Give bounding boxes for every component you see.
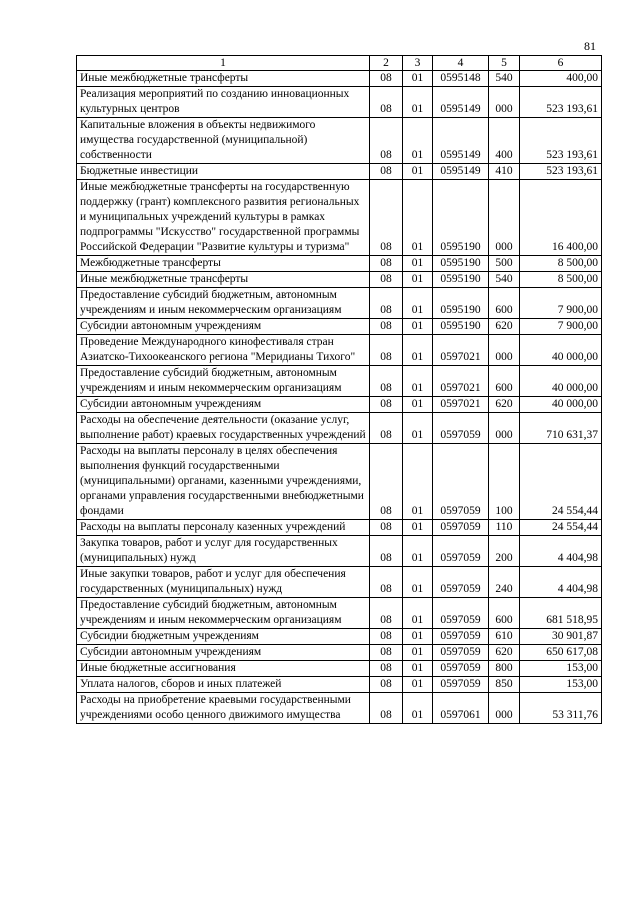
expense-type-code: 620: [489, 319, 520, 335]
amount: 40 000,00: [520, 335, 602, 366]
row-name: Уплата налогов, сборов и иных платежей: [77, 677, 370, 693]
table-row: [77, 319, 602, 335]
target-article-code: 0597059: [433, 598, 489, 629]
subsection-code: 01: [403, 288, 433, 319]
target-article-code: 0597059: [433, 645, 489, 661]
table-row: [77, 645, 602, 661]
expense-type-code: 610: [489, 629, 520, 645]
table-row: [77, 180, 602, 256]
expense-type-code: 620: [489, 397, 520, 413]
target-article-code: 0597059: [433, 520, 489, 536]
expense-type-code: 000: [489, 87, 520, 118]
amount: 523 193,61: [520, 118, 602, 164]
row-name: Иные бюджетные ассигнования: [77, 661, 370, 677]
row-name: Предоставление субсидий бюджетным, автономным учреждениям и иным некоммерческим организациям: [77, 288, 370, 319]
row-name: Субсидии автономным учреждениям: [77, 397, 370, 413]
expense-type-code: 000: [489, 413, 520, 444]
subsection-code: 01: [403, 87, 433, 118]
amount: 650 617,08: [520, 645, 602, 661]
amount: 681 518,95: [520, 598, 602, 629]
section-code: 08: [370, 520, 403, 536]
table-row: [77, 413, 602, 444]
expense-type-code: 000: [489, 335, 520, 366]
section-code: 08: [370, 567, 403, 598]
table-row: [77, 335, 602, 366]
section-code: 08: [370, 645, 403, 661]
expense-type-code: 100: [489, 444, 520, 520]
table-row: [77, 87, 602, 118]
subsection-code: 01: [403, 536, 433, 567]
table-row: [77, 118, 602, 164]
section-code: 08: [370, 397, 403, 413]
expense-type-code: 110: [489, 520, 520, 536]
target-article-code: 0595149: [433, 164, 489, 180]
section-code: 08: [370, 164, 403, 180]
subsection-code: 01: [403, 693, 433, 724]
subsection-code: 01: [403, 164, 433, 180]
row-name: Расходы на выплаты персоналу в целях обеспечения выполнения функций государственными (муниципальными) органами, казенными учреждениями, органами управления государственными внебюджетными фондами: [77, 444, 370, 520]
table-header-row: [77, 56, 602, 71]
row-name: Проведение Международного кинофестиваля стран Азиатско-Тихоокеанского региона "Меридианы Тихого": [77, 335, 370, 366]
target-article-code: 0597021: [433, 397, 489, 413]
target-article-code: 0597021: [433, 366, 489, 397]
table-row: [77, 536, 602, 567]
table-row: [77, 677, 602, 693]
target-article-code: 0595149: [433, 87, 489, 118]
row-name: Бюджетные инвестиции: [77, 164, 370, 180]
subsection-code: 01: [403, 272, 433, 288]
section-code: 08: [370, 693, 403, 724]
target-article-code: 0597059: [433, 444, 489, 520]
expense-type-code: 600: [489, 288, 520, 319]
subsection-code: 01: [403, 256, 433, 272]
amount: 4 404,98: [520, 536, 602, 567]
section-code: 08: [370, 256, 403, 272]
section-code: 08: [370, 272, 403, 288]
amount: 8 500,00: [520, 256, 602, 272]
row-name: Иные закупки товаров, работ и услуг для обеспечения государственных (муниципальных) нужд: [77, 567, 370, 598]
section-code: 08: [370, 413, 403, 444]
expense-type-code: 000: [489, 693, 520, 724]
table-row: [77, 256, 602, 272]
target-article-code: 0597059: [433, 536, 489, 567]
expense-type-code: 540: [489, 272, 520, 288]
row-name: Субсидии автономным учреждениям: [77, 645, 370, 661]
budget-table: [76, 55, 602, 724]
amount: 153,00: [520, 677, 602, 693]
target-article-code: 0597061: [433, 693, 489, 724]
subsection-code: 01: [403, 598, 433, 629]
row-name: Расходы на приобретение краевыми государственными учреждениями особо ценного движимого имущества: [77, 693, 370, 724]
table-row: [77, 567, 602, 598]
amount: 8 500,00: [520, 272, 602, 288]
section-code: 08: [370, 118, 403, 164]
subsection-code: 01: [403, 118, 433, 164]
table-row: [77, 366, 602, 397]
target-article-code: 0595148: [433, 71, 489, 87]
table-row: [77, 693, 602, 724]
section-code: 08: [370, 444, 403, 520]
subsection-code: 01: [403, 444, 433, 520]
amount: 16 400,00: [520, 180, 602, 256]
target-article-code: 0597021: [433, 335, 489, 366]
subsection-code: 01: [403, 520, 433, 536]
expense-type-code: 400: [489, 118, 520, 164]
subsection-code: 01: [403, 335, 433, 366]
row-name: Предоставление субсидий бюджетным, автономным учреждениям и иным некоммерческим организациям: [77, 366, 370, 397]
section-code: 08: [370, 71, 403, 87]
row-name: Иные межбюджетные трансферты: [77, 71, 370, 87]
section-code: 08: [370, 366, 403, 397]
row-name: Иные межбюджетные трансферты: [77, 272, 370, 288]
table-row: [77, 661, 602, 677]
section-code: 08: [370, 629, 403, 645]
subsection-code: 01: [403, 567, 433, 598]
section-code: 08: [370, 319, 403, 335]
expense-type-code: 500: [489, 256, 520, 272]
expense-type-code: 600: [489, 366, 520, 397]
subsection-code: 01: [403, 319, 433, 335]
amount: 40 000,00: [520, 397, 602, 413]
page-number: 81: [584, 39, 596, 53]
amount: 400,00: [520, 71, 602, 87]
subsection-code: 01: [403, 366, 433, 397]
column-header-1: 1: [77, 56, 370, 71]
expense-type-code: 240: [489, 567, 520, 598]
amount: 24 554,44: [520, 444, 602, 520]
section-code: 08: [370, 661, 403, 677]
section-code: 08: [370, 677, 403, 693]
target-article-code: 0595149: [433, 118, 489, 164]
subsection-code: 01: [403, 71, 433, 87]
amount: 710 631,37: [520, 413, 602, 444]
amount: 40 000,00: [520, 366, 602, 397]
table-row: [77, 520, 602, 536]
amount: 7 900,00: [520, 319, 602, 335]
expense-type-code: 200: [489, 536, 520, 567]
row-name: Иные межбюджетные трансферты на государственную поддержку (грант) комплексного развития региональных и муниципальных учреждений культуры в рамках подпрограммы "Искусство" государственной программы Российской Федерации "Развитие культуры и туризма": [77, 180, 370, 256]
expense-type-code: 800: [489, 661, 520, 677]
amount: 24 554,44: [520, 520, 602, 536]
table-row: [77, 164, 602, 180]
section-code: 08: [370, 288, 403, 319]
expense-type-code: 540: [489, 71, 520, 87]
column-header-2: 2: [370, 56, 403, 71]
table-row: [77, 288, 602, 319]
column-header-3: 3: [403, 56, 433, 71]
table-row: [77, 71, 602, 87]
section-code: 08: [370, 87, 403, 118]
expense-type-code: 600: [489, 598, 520, 629]
amount: 153,00: [520, 661, 602, 677]
subsection-code: 01: [403, 629, 433, 645]
row-name: Закупка товаров, работ и услуг для государственных (муниципальных) нужд: [77, 536, 370, 567]
section-code: 08: [370, 536, 403, 567]
subsection-code: 01: [403, 180, 433, 256]
row-name: Расходы на выплаты персоналу казенных учреждений: [77, 520, 370, 536]
expense-type-code: 850: [489, 677, 520, 693]
amount: 4 404,98: [520, 567, 602, 598]
table-row: [77, 272, 602, 288]
amount: 7 900,00: [520, 288, 602, 319]
column-header-6: 6: [520, 56, 602, 71]
target-article-code: 0597059: [433, 413, 489, 444]
section-code: 08: [370, 180, 403, 256]
target-article-code: 0595190: [433, 288, 489, 319]
target-article-code: 0595190: [433, 272, 489, 288]
subsection-code: 01: [403, 661, 433, 677]
table-row: [77, 629, 602, 645]
target-article-code: 0597059: [433, 661, 489, 677]
expense-type-code: 410: [489, 164, 520, 180]
row-name: Расходы на обеспечение деятельности (оказание услуг, выполнение работ) краевых государственных учреждений: [77, 413, 370, 444]
row-name: Межбюджетные трансферты: [77, 256, 370, 272]
amount: 523 193,61: [520, 164, 602, 180]
target-article-code: 0597059: [433, 629, 489, 645]
expense-type-code: 000: [489, 180, 520, 256]
target-article-code: 0597059: [433, 567, 489, 598]
row-name: Реализация мероприятий по созданию инновационных культурных центров: [77, 87, 370, 118]
target-article-code: 0595190: [433, 319, 489, 335]
section-code: 08: [370, 335, 403, 366]
row-name: Субсидии автономным учреждениям: [77, 319, 370, 335]
section-code: 08: [370, 598, 403, 629]
row-name: Предоставление субсидий бюджетным, автономным учреждениям и иным некоммерческим организациям: [77, 598, 370, 629]
column-header-5: 5: [489, 56, 520, 71]
table-row: [77, 444, 602, 520]
row-name: Капитальные вложения в объекты недвижимого имущества государственной (муниципальной) собственности: [77, 118, 370, 164]
subsection-code: 01: [403, 413, 433, 444]
subsection-code: 01: [403, 677, 433, 693]
target-article-code: 0595190: [433, 256, 489, 272]
column-header-4: 4: [433, 56, 489, 71]
subsection-code: 01: [403, 645, 433, 661]
row-name: Субсидии бюджетным учреждениям: [77, 629, 370, 645]
table-row: [77, 397, 602, 413]
amount: 53 311,76: [520, 693, 602, 724]
target-article-code: 0595190: [433, 180, 489, 256]
amount: 523 193,61: [520, 87, 602, 118]
subsection-code: 01: [403, 397, 433, 413]
amount: 30 901,87: [520, 629, 602, 645]
expense-type-code: 620: [489, 645, 520, 661]
table-row: [77, 598, 602, 629]
target-article-code: 0597059: [433, 677, 489, 693]
